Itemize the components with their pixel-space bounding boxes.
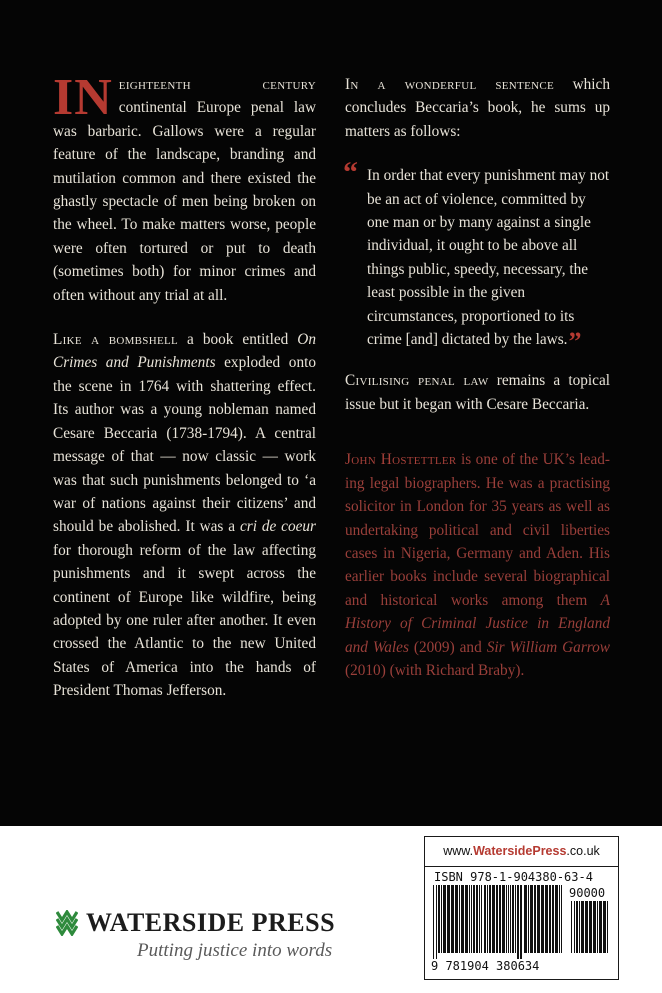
barcode-bar bbox=[552, 885, 554, 953]
book-title: On Crimes and Punishments bbox=[53, 331, 316, 372]
right-column bbox=[345, 73, 610, 703]
barcode-bar bbox=[555, 885, 558, 953]
publisher-name: WATERSIDE PRESS bbox=[86, 908, 336, 937]
barcode-bar bbox=[506, 885, 507, 953]
bombshell-paragraph bbox=[53, 328, 316, 703]
barcode-bar bbox=[589, 901, 592, 953]
left-column bbox=[53, 69, 316, 724]
italic-phrase: cri de coeur bbox=[239, 518, 316, 536]
barcode-bar bbox=[515, 885, 516, 953]
barcode-bar bbox=[585, 901, 588, 953]
paragraph-text: for thorough reform of the law affecting punishments and it swept across the continent of Europe like wildfire, being adopted by one ruler after another. It even crossed the Atlantic to the new United States of America into the hands of President Thomas Jefferson. bbox=[53, 541, 316, 700]
barcode-bar bbox=[499, 885, 501, 953]
barcode-digits: 9 781904 380634 bbox=[431, 959, 540, 973]
barcode-bar bbox=[508, 885, 509, 953]
barcode-bar bbox=[443, 885, 446, 953]
barcode-bar bbox=[455, 885, 458, 953]
paragraph-text: exploded onto the scene in 1764 with shattering effect. Its author was a young nobleman named Cesare Beccaria (1738-1794). A central message of that — now classic — work was that such punishments belonged to ‘a war of nations against their citizens’ and should be abolished. It was a bbox=[53, 354, 316, 536]
barcode-bar bbox=[528, 885, 529, 953]
barcode-bar bbox=[517, 885, 519, 959]
barcode-bar bbox=[510, 885, 511, 953]
barcode-bar bbox=[479, 885, 480, 953]
barcode-bar bbox=[487, 885, 488, 953]
barcode-bar bbox=[597, 901, 598, 953]
barcode-bar bbox=[461, 885, 464, 953]
author-name: John Hostettler bbox=[345, 451, 457, 469]
barcode-bar bbox=[451, 885, 454, 953]
paragraph-lead-in: In a wonderful sentence bbox=[345, 76, 554, 93]
book-title: Sir William Garrow bbox=[486, 638, 611, 656]
barcode-bar bbox=[459, 885, 460, 953]
url-suffix: .co.uk bbox=[566, 844, 600, 858]
barcode-bar bbox=[524, 885, 527, 953]
barcode-bar bbox=[520, 885, 522, 959]
paragraph-text: a book entitled bbox=[178, 331, 298, 349]
beccaria-quote bbox=[343, 156, 610, 357]
barcode-bar bbox=[473, 885, 475, 953]
barcode-bar bbox=[559, 885, 560, 953]
barcode-bar bbox=[579, 901, 580, 953]
close-quote-mark: ” bbox=[568, 327, 582, 357]
bio-text: (2010) (with Richard Braby). bbox=[345, 661, 525, 679]
barcode-bar bbox=[484, 885, 486, 953]
isbn-barcode-panel bbox=[424, 836, 619, 980]
barcode-bar bbox=[599, 901, 602, 953]
civilising-paragraph bbox=[345, 369, 610, 416]
sentence-paragraph bbox=[345, 73, 610, 143]
drop-cap: IN bbox=[53, 69, 113, 126]
barcode-bar bbox=[502, 885, 505, 953]
barcode-bar bbox=[481, 885, 482, 953]
barcode-bar bbox=[512, 885, 514, 953]
barcode-bar bbox=[438, 885, 440, 953]
barcode-bar bbox=[541, 885, 544, 953]
barcode-bar bbox=[530, 885, 533, 953]
barcode-bar bbox=[436, 885, 437, 959]
barcode-bar bbox=[574, 901, 575, 953]
paragraph-text: continental Europe penal law was barbaric. Gallows were a regular feature of the landscape, branding and mutilation common and there existed the ghastly spectacle of men being broken on the wheel. To make matters worse, people were often tortured or put to death (sometimes both) for minor crimes and often without any trial at all. bbox=[53, 99, 316, 304]
ean-barcode bbox=[431, 885, 565, 959]
paragraph-text: remains a topical issue but it began with Cesare Beccaria. bbox=[345, 372, 611, 413]
barcode-bar bbox=[545, 885, 548, 953]
paragraph-lead-in: Like a bombshell bbox=[53, 331, 179, 349]
barcode-bar bbox=[603, 901, 606, 953]
paragraph-lead-in: Civilising penal law bbox=[345, 372, 489, 390]
barcode-bar bbox=[571, 901, 572, 953]
open-quote-mark: “ bbox=[343, 156, 358, 190]
bio-text: is one of the UK’s leading legal biographers. He was a practising solicitor in London for 35 years as well as undertaking political and civil liberties cases in Nigeria, Germany and Aden. His earlier books include several biographical and historical works among them bbox=[345, 451, 610, 609]
barcode-bar bbox=[465, 885, 468, 953]
barcode-bar bbox=[476, 885, 478, 953]
isbn-text: ISBN 978-1-904380-63-4 bbox=[434, 870, 593, 884]
paragraph-text: which concludes Beccaria’s book, he sums up matters as follows: bbox=[345, 76, 610, 140]
barcode-bar bbox=[593, 901, 596, 953]
price-code-text: 90000 bbox=[569, 886, 606, 900]
url-domain: WatersidePress bbox=[473, 844, 567, 858]
intro-paragraph bbox=[53, 69, 316, 307]
publisher-website bbox=[425, 844, 618, 858]
barcode-bar bbox=[447, 885, 450, 953]
barcode-bar bbox=[607, 901, 608, 953]
paragraph-lead-in: eighteenth century bbox=[118, 76, 316, 93]
barcode-divider bbox=[425, 866, 618, 867]
barcode-bar bbox=[534, 885, 536, 953]
barcode-bar bbox=[441, 885, 442, 953]
url-prefix: www. bbox=[443, 844, 474, 858]
author-bio bbox=[345, 448, 610, 682]
barcode-bar bbox=[537, 885, 540, 953]
barcode-bar bbox=[489, 885, 491, 953]
barcode-bar bbox=[561, 885, 562, 953]
barcode-bar bbox=[469, 885, 470, 953]
barcode-bar bbox=[433, 885, 434, 959]
barcode-bar bbox=[576, 901, 578, 953]
barcode-bar bbox=[471, 885, 472, 953]
barcode-bar bbox=[496, 885, 498, 953]
book-title: A History of Criminal Justice in England and Wales bbox=[345, 591, 610, 656]
waterside-wave-logo-icon bbox=[56, 910, 78, 936]
barcode-bar bbox=[549, 885, 551, 953]
quote-text: In order that every punishment may not be an act of violence, committed by one man or by many against a single individual, it ought to be above all things public, speedy, necessary, the least possible in the given circumstances, proportioned to its crime [and] dictated by the laws. bbox=[367, 167, 610, 349]
bio-text: (2009) and bbox=[408, 638, 487, 656]
publisher-tagline: Putting justice into words bbox=[137, 940, 333, 961]
barcode-bar bbox=[581, 901, 584, 953]
price-addon-barcode bbox=[569, 901, 611, 959]
barcode-bar bbox=[492, 885, 495, 953]
